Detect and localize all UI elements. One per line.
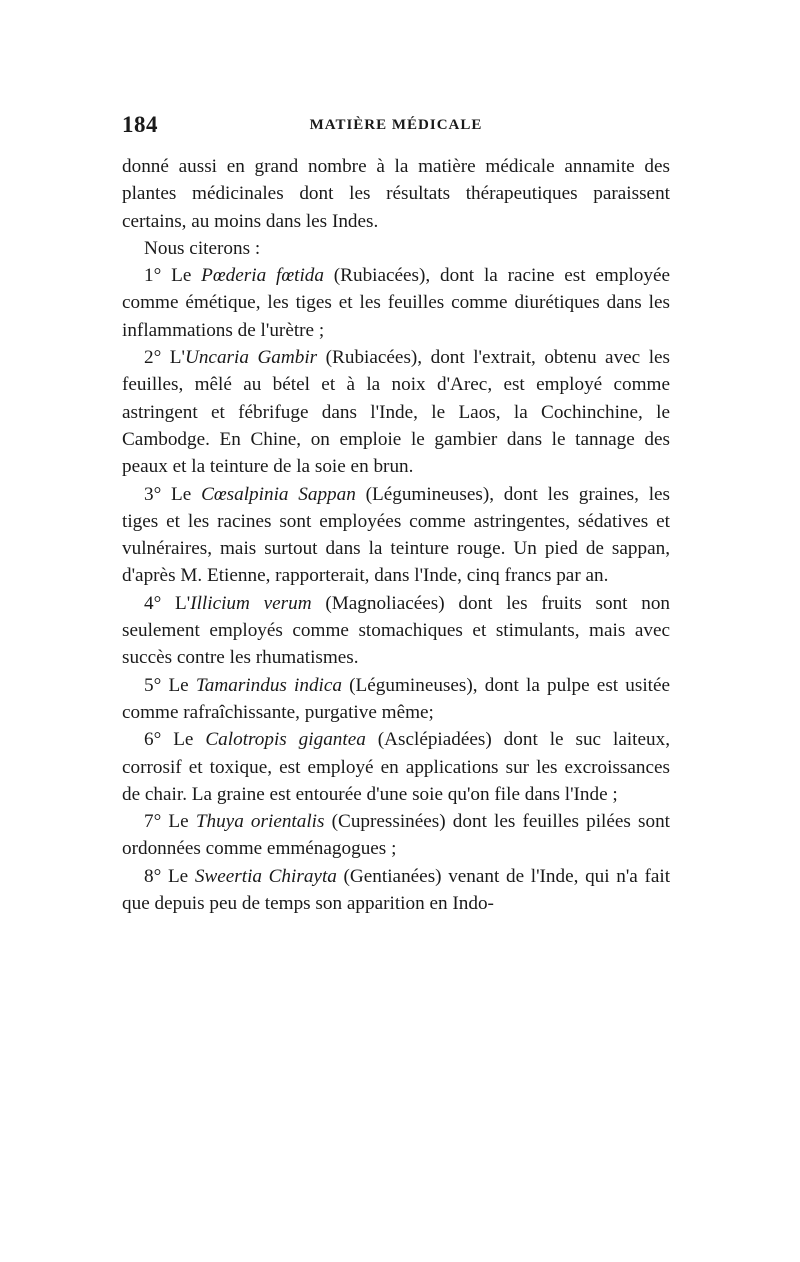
- page-number: 184: [122, 112, 158, 137]
- item-description: (Légumineuses), dont les graines, les tiges et les racines sont employées comme astringentes, sédatives et vulnéraires, mais surtout dans la teinture rouge. Un pied de sappan, d'après M. Etienne, rapporterait, dans l'Inde, cinq francs par an.: [122, 483, 671, 587]
- item-description: (Cupressinées) dont les feuilles pilées sont ordonnées comme emménagogues ;: [122, 811, 670, 860]
- paragraph-lead-in: [122, 235, 670, 262]
- item-description: (Magnoliacées) dont les fruits sont non seulement employés comme stomachiques et stimulants, mais avec succès contre les rhumatismes.: [122, 592, 671, 669]
- item-number: 6°: [144, 729, 162, 751]
- paragraph-intro: [122, 153, 670, 235]
- item-number: 2°: [144, 347, 162, 369]
- item-number: 4°: [144, 592, 162, 614]
- item-description: (Rubiacées), dont l'extrait, obtenu avec les feuilles, mêlé au bétel et à la noix d'Arec, est employé comme astringent et fébrifuge dans l'Inde, le Laos, la Cochinchine, le Cambodge. En Chine, on emploie le gambier dans le tannage des peaux et la teinture de la soie en brun.: [122, 347, 671, 478]
- list-item-7: [122, 808, 670, 863]
- plant-latin-name: Tamarindus indica: [195, 674, 342, 696]
- list-item-1: [122, 262, 670, 344]
- paragraph-text: Nous citerons :: [144, 237, 261, 259]
- running-title: MATIÈRE MÉDICALE: [309, 117, 483, 133]
- item-article: Le: [171, 265, 192, 287]
- plant-latin-name: Calotropis gigantea: [205, 729, 366, 751]
- item-number: 7°: [144, 811, 162, 833]
- item-number: 5°: [144, 674, 162, 696]
- plant-latin-name: Thuya orientalis: [195, 811, 325, 833]
- plant-latin-name: Illicium verum: [190, 592, 312, 614]
- item-article: Le: [171, 483, 192, 505]
- body-text: [122, 153, 670, 917]
- item-article: Le: [167, 865, 189, 887]
- list-item-5: [122, 672, 670, 727]
- item-article: Le: [168, 811, 189, 833]
- plant-latin-name: Cœsalpinia Sappan: [201, 483, 356, 505]
- item-description: (Asclépiadées) dont le suc laiteux, corrosif et toxique, est employé en applications sur les excroissances de chair. La graine est entourée d'une soie qu'on file dans l'Inde ;: [122, 729, 670, 805]
- item-article: L': [169, 347, 185, 369]
- list-item-4: [122, 590, 670, 672]
- item-number: 3°: [144, 483, 162, 505]
- list-item-2: [122, 344, 670, 480]
- paragraph-text: donné aussi en grand nombre à la matière médicale annamite des plantes médicinales dont les résultats thérapeutiques paraissent certains, au moins dans les Indes.: [122, 156, 670, 232]
- item-description: (Gentianées) venant de l'Inde, qui n'a fait que depuis peu de temps son apparition en Indo-: [122, 865, 671, 915]
- item-article: Le: [168, 674, 189, 696]
- page-header: [122, 112, 670, 144]
- item-description: (Rubiacées), dont la racine est employée comme émétique, les tiges et les feuilles comme diurétiques dans les inflammations de l'urètre ;: [122, 265, 670, 341]
- item-number: 1°: [144, 265, 162, 287]
- item-number: 8°: [144, 865, 162, 887]
- item-description: (Légumineuses), dont la pulpe est usitée comme rafraîchissante, purgative même;: [122, 674, 671, 723]
- plant-latin-name: Uncaria Gambir: [184, 347, 318, 369]
- list-item-6: [122, 726, 670, 808]
- item-article: L': [175, 592, 191, 614]
- plant-latin-name: Pœderia fœtida: [201, 265, 324, 287]
- plant-latin-name: Sweertia Chirayta: [194, 865, 337, 887]
- item-article: Le: [173, 729, 194, 751]
- list-item-8: [122, 863, 670, 918]
- list-item-3: [122, 481, 670, 590]
